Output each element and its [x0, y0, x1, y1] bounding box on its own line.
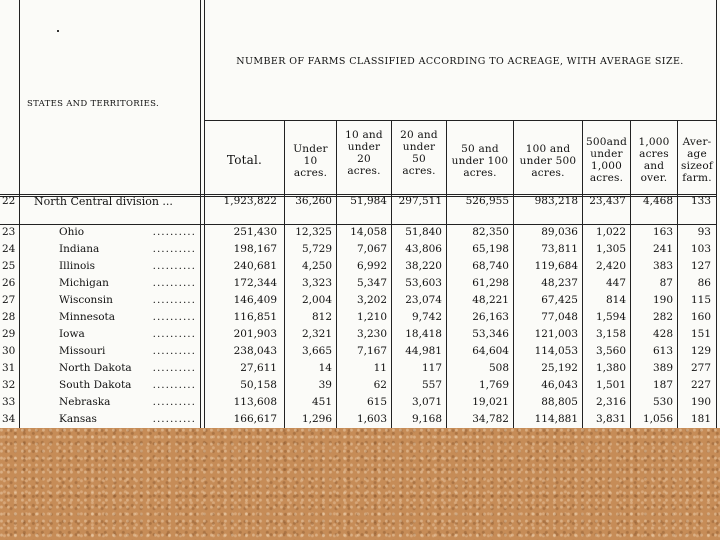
cell-u20: 7,067 — [356, 243, 387, 255]
cell-u1000: 1,305 — [595, 243, 626, 255]
cell-u1000: 3,560 — [595, 345, 626, 357]
cell-u10: 39 — [318, 379, 332, 391]
cell-avg: 190 — [690, 396, 711, 408]
cell-over1000: 383 — [652, 260, 673, 272]
column-header: acres. — [347, 165, 381, 177]
cell-u50: 3,071 — [411, 396, 442, 408]
column-header: 1,000 — [638, 136, 670, 148]
cell-u10: 3,665 — [301, 345, 332, 357]
table-row — [0, 275, 720, 292]
cell-u100: 61,298 — [472, 277, 509, 289]
cell-u50: 44,981 — [405, 345, 442, 357]
table-row — [0, 292, 720, 309]
state-name: Kansas — [59, 413, 97, 425]
cell-u20: 11 — [373, 362, 387, 374]
cell-avg: 227 — [690, 379, 711, 391]
cell-u1000: 447 — [605, 277, 626, 289]
cell-u500: 89,036 — [541, 226, 578, 238]
cell-u500: 119,684 — [534, 260, 578, 272]
table-row — [0, 377, 720, 394]
table-row — [0, 193, 720, 210]
cell-avg: 133 — [690, 195, 711, 207]
leader-dots: .......... — [152, 362, 196, 374]
row-number: 22 — [2, 195, 16, 207]
cell-over1000: 282 — [652, 311, 673, 323]
state-name: North Dakota — [59, 362, 132, 374]
cell-u500: 88,805 — [541, 396, 578, 408]
cell-over1000: 187 — [652, 379, 673, 391]
cell-u50: 43,806 — [405, 243, 442, 255]
cell-u50: 117 — [421, 362, 442, 374]
table-row — [0, 411, 720, 428]
state-name: Indiana — [59, 243, 100, 255]
cell-total: 251,430 — [233, 226, 277, 238]
leader-dots: .......... — [152, 379, 196, 391]
cell-total: 166,617 — [233, 413, 277, 425]
column-header: 20 — [357, 153, 371, 165]
cell-u10: 2,321 — [301, 328, 332, 340]
column-header: Under — [293, 143, 328, 155]
cell-u1000: 3,831 — [595, 413, 626, 425]
row-number: 30 — [2, 345, 16, 357]
cell-u50: 297,511 — [398, 195, 442, 207]
cell-total: 116,851 — [233, 311, 277, 323]
column-header: Total. — [226, 153, 263, 167]
row-number: 24 — [2, 243, 16, 255]
cell-u100: 1,769 — [478, 379, 509, 391]
cell-u10: 36,260 — [295, 195, 332, 207]
table-row — [0, 394, 720, 411]
state-name: Michigan — [59, 277, 109, 289]
cell-u100: 508 — [488, 362, 509, 374]
cell-u20: 51,984 — [350, 195, 387, 207]
table-row — [0, 326, 720, 343]
cell-total: 240,681 — [233, 260, 277, 272]
column-header: 1,000 — [590, 160, 623, 172]
cell-u100: 64,604 — [472, 345, 509, 357]
table-row — [0, 241, 720, 258]
state-name: Nebraska — [59, 396, 111, 408]
column-header: 10 and — [345, 129, 383, 141]
cell-avg: 160 — [690, 311, 711, 323]
cell-u20: 1,210 — [356, 311, 387, 323]
leader-dots: .......... — [152, 396, 196, 408]
state-name: Missouri — [59, 345, 106, 357]
cell-over1000: 190 — [652, 294, 673, 306]
cell-over1000: 389 — [652, 362, 673, 374]
cell-total: 238,043 — [233, 345, 277, 357]
cell-u1000: 2,420 — [595, 260, 626, 272]
cell-avg: 129 — [690, 345, 711, 357]
cell-avg: 181 — [690, 413, 711, 425]
row-number: 27 — [2, 294, 16, 306]
column-header: Aver- — [682, 136, 712, 148]
rule — [204, 120, 716, 121]
state-name: Minnesota — [59, 311, 116, 323]
cell-u500: 121,003 — [534, 328, 578, 340]
cell-u50: 38,220 — [405, 260, 442, 272]
cell-u1000: 1,501 — [595, 379, 626, 391]
row-number: 31 — [2, 362, 16, 374]
cell-total: 172,344 — [233, 277, 277, 289]
column-header: over. — [640, 172, 668, 184]
cell-over1000: 428 — [652, 328, 673, 340]
state-name: North Central division ... — [34, 195, 173, 208]
background-paper-texture — [0, 428, 720, 540]
cell-u10: 2,004 — [301, 294, 332, 306]
cell-u500: 77,048 — [541, 311, 578, 323]
cell-u50: 557 — [421, 379, 442, 391]
cell-u500: 73,811 — [541, 243, 578, 255]
column-header: under — [402, 141, 436, 153]
column-header: age — [687, 148, 707, 160]
cell-total: 201,903 — [233, 328, 277, 340]
state-name: Iowa — [59, 328, 85, 340]
cell-u10: 4,250 — [301, 260, 332, 272]
cell-u50: 9,168 — [411, 413, 442, 425]
cell-over1000: 163 — [652, 226, 673, 238]
leader-dots: .......... — [152, 311, 196, 323]
state-name: Ohio — [59, 226, 85, 238]
row-number: 23 — [2, 226, 16, 238]
acreage-group-title: NUMBER OF FARMS CLASSIFIED ACCORDING TO ACREAGE, WITH AVERAGE SIZE. — [236, 56, 684, 67]
state-name: Wisconsin — [59, 294, 113, 306]
cell-u20: 3,230 — [356, 328, 387, 340]
leader-dots: .......... — [152, 277, 196, 289]
cell-over1000: 530 — [652, 396, 673, 408]
cell-total: 27,611 — [240, 362, 277, 374]
column-header: acres. — [463, 167, 497, 179]
cell-u500: 46,043 — [541, 379, 578, 391]
cell-over1000: 4,468 — [642, 195, 673, 207]
column-header: under 100 — [451, 155, 509, 167]
leader-dots: .......... — [152, 345, 196, 357]
cell-avg: 86 — [697, 277, 711, 289]
column-header: 500and — [586, 136, 627, 148]
table-row — [0, 224, 720, 241]
cell-u20: 5,347 — [356, 277, 387, 289]
row-number: 25 — [2, 260, 16, 272]
cell-u50: 18,418 — [405, 328, 442, 340]
cell-total: 1,923,822 — [223, 195, 277, 207]
column-header: farm. — [682, 172, 712, 184]
cell-u500: 25,192 — [541, 362, 578, 374]
cell-u100: 34,782 — [472, 413, 509, 425]
leader-dots: .......... — [152, 226, 196, 238]
cell-avg: 277 — [690, 362, 711, 374]
cell-total: 50,158 — [240, 379, 277, 391]
table-row — [0, 258, 720, 275]
row-number: 33 — [2, 396, 16, 408]
cell-u50: 9,742 — [411, 311, 442, 323]
row-number: 26 — [2, 277, 16, 289]
cell-u100: 82,350 — [472, 226, 509, 238]
cell-u20: 7,167 — [356, 345, 387, 357]
cell-u20: 62 — [373, 379, 387, 391]
cell-u1000: 1,594 — [595, 311, 626, 323]
column-header: 10 — [303, 155, 318, 167]
leader-dots: .......... — [152, 294, 196, 306]
column-header: under — [590, 148, 623, 160]
cell-u1000: 814 — [605, 294, 626, 306]
table-row — [0, 309, 720, 326]
column-header: under 500 — [519, 155, 577, 167]
cell-u10: 1,296 — [301, 413, 332, 425]
cell-u500: 67,425 — [541, 294, 578, 306]
cell-over1000: 613 — [652, 345, 673, 357]
row-number: 28 — [2, 311, 16, 323]
cell-avg: 103 — [690, 243, 711, 255]
cell-u10: 3,323 — [301, 277, 332, 289]
cell-u100: 65,198 — [472, 243, 509, 255]
column-header: 20 and — [400, 129, 438, 141]
leader-dots: .......... — [152, 260, 196, 272]
cell-u1000: 3,158 — [595, 328, 626, 340]
cell-avg: 127 — [690, 260, 711, 272]
row-number: 29 — [2, 328, 16, 340]
cell-u20: 1,603 — [356, 413, 387, 425]
cell-total: 113,608 — [233, 396, 277, 408]
cell-u1000: 1,022 — [595, 226, 626, 238]
cell-u20: 3,202 — [356, 294, 387, 306]
states-and-territories-heading: STATES AND TERRITORIES. — [27, 99, 159, 109]
ink-speck — [57, 30, 59, 32]
column-header: sizeof — [681, 160, 713, 172]
cell-u100: 53,346 — [472, 328, 509, 340]
row-number: 34 — [2, 413, 16, 425]
cell-u100: 526,955 — [465, 195, 509, 207]
column-header: under — [347, 141, 381, 153]
column-header: acres. — [589, 172, 624, 184]
cell-u1000: 2,316 — [595, 396, 626, 408]
leader-dots: .......... — [152, 243, 196, 255]
cell-avg: 151 — [690, 328, 711, 340]
cell-u50: 23,074 — [405, 294, 442, 306]
cell-avg: 115 — [690, 294, 711, 306]
column-header: 50 — [412, 153, 426, 165]
table-row — [0, 360, 720, 377]
cell-total: 198,167 — [233, 243, 277, 255]
row-number: 32 — [2, 379, 16, 391]
cell-u1000: 1,380 — [595, 362, 626, 374]
column-header: acres. — [293, 167, 328, 179]
cell-u10: 12,325 — [295, 226, 332, 238]
state-name: Illinois — [59, 260, 96, 272]
column-header: 100 and — [525, 143, 571, 155]
cell-u50: 53,603 — [405, 277, 442, 289]
cell-u100: 19,021 — [472, 396, 509, 408]
cell-u10: 812 — [311, 311, 332, 323]
table-row — [0, 343, 720, 360]
cell-over1000: 241 — [652, 243, 673, 255]
column-header: acres. — [531, 167, 565, 179]
column-header: acres. — [402, 165, 436, 177]
cell-u500: 114,053 — [534, 345, 578, 357]
cell-total: 146,409 — [233, 294, 277, 306]
leader-dots: .......... — [152, 328, 196, 340]
cell-over1000: 1,056 — [642, 413, 673, 425]
cell-u10: 5,729 — [301, 243, 332, 255]
cell-u100: 26,163 — [472, 311, 509, 323]
cell-u20: 14,058 — [350, 226, 387, 238]
cell-u500: 983,218 — [534, 195, 578, 207]
cell-u100: 68,740 — [472, 260, 509, 272]
leader-dots: .......... — [152, 413, 196, 425]
cell-u10: 14 — [318, 362, 332, 374]
column-header: 50 and — [461, 143, 499, 155]
cell-u10: 451 — [311, 396, 332, 408]
cell-u20: 6,992 — [356, 260, 387, 272]
cell-u1000: 23,437 — [589, 195, 626, 207]
cell-u500: 114,881 — [534, 413, 578, 425]
cell-over1000: 87 — [659, 277, 673, 289]
state-name: South Dakota — [59, 379, 132, 391]
cell-u50: 51,840 — [405, 226, 442, 238]
cell-u20: 615 — [366, 396, 387, 408]
cell-u500: 48,237 — [541, 277, 578, 289]
column-header: and — [643, 160, 665, 172]
column-header: acres — [639, 148, 669, 160]
cell-u100: 48,221 — [472, 294, 509, 306]
cell-avg: 93 — [697, 226, 711, 238]
